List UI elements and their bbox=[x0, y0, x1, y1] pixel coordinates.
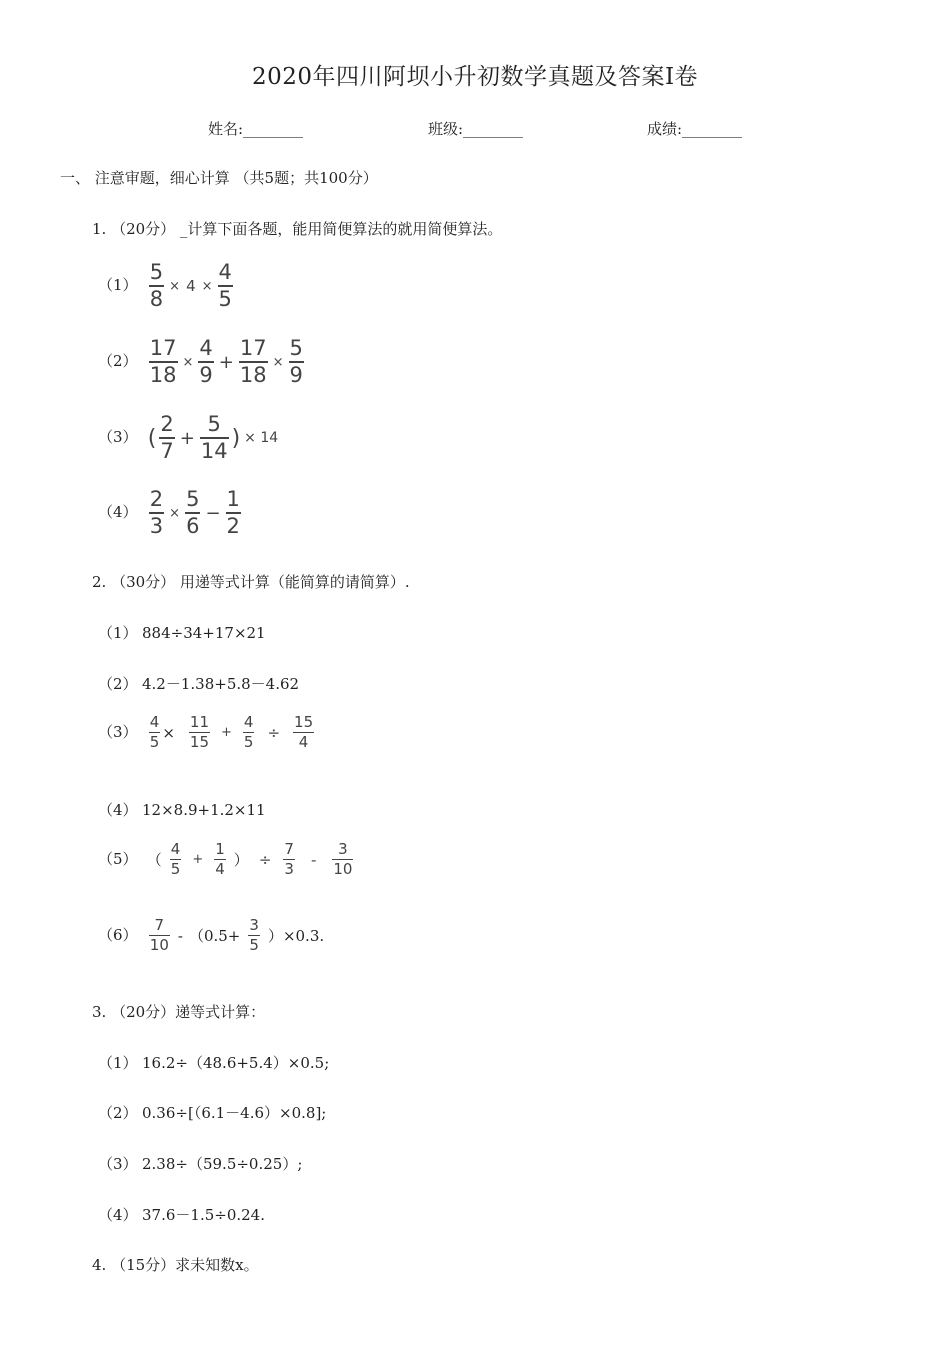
fraction: $\frac{4}{5}$ bbox=[170, 840, 181, 878]
fraction: $\frac{5}{9}$ bbox=[289, 336, 303, 387]
math-expression: $\frac{5}{8}$ × 4 × $\frac{4}{5}$ bbox=[149, 260, 232, 311]
item-expression: 4.2－1.38+5.8－4.62 bbox=[142, 675, 300, 693]
item-label: （4） bbox=[98, 503, 138, 521]
item-label: （4） bbox=[98, 801, 138, 819]
item-expression: 0.36÷[（6.1－4.6）×0.8]; bbox=[142, 1104, 327, 1122]
item-label: （3） bbox=[98, 428, 138, 446]
q1-item-4 bbox=[98, 489, 243, 537]
question-4-heading: 4. （15分）求未知数x。 bbox=[92, 1256, 259, 1274]
fraction: $\frac{2}{7}$ bbox=[160, 412, 174, 463]
item-label: （4） bbox=[98, 1206, 138, 1224]
question-3-heading: 3. （20分）递等式计算： bbox=[92, 1003, 266, 1021]
item-label: （5） bbox=[98, 849, 138, 868]
item-label: （6） bbox=[98, 925, 138, 944]
fraction: $\frac{3}{10}$ bbox=[333, 840, 353, 878]
item-label: （1） bbox=[98, 276, 138, 294]
item-label: （2） bbox=[98, 675, 138, 693]
fraction: $\frac{17}{18}$ bbox=[239, 336, 267, 387]
item-label: （1） bbox=[98, 1054, 138, 1072]
item-expression: 16.2÷（48.6+5.4）×0.5; bbox=[142, 1054, 330, 1072]
fraction: $\frac{5}{14}$ bbox=[200, 412, 228, 463]
q2-item-1 bbox=[98, 622, 266, 643]
item-label: （3） bbox=[98, 1155, 138, 1173]
q1-item-3 bbox=[98, 414, 281, 462]
math-expression: $\frac{2}{3}$ × $\frac{5}{6}$ − $\frac{1}{2}$ bbox=[149, 487, 240, 538]
q1-item-2 bbox=[98, 338, 306, 386]
section-heading: 一、 注意审题，细心计算 （共5题；共100分） bbox=[60, 169, 378, 187]
fraction: $\frac{5}{8}$ bbox=[149, 260, 164, 311]
q3-item-1 bbox=[98, 1052, 329, 1073]
item-expression: 37.6－1.5÷0.24. bbox=[142, 1206, 265, 1224]
item-label: （1） bbox=[98, 624, 138, 642]
page-title: 2020年四川阿坝小升初数学真题及答案Ⅰ卷 bbox=[251, 64, 699, 90]
fraction: $\frac{7}{10}$ bbox=[149, 916, 169, 954]
q2-item-4 bbox=[98, 799, 266, 820]
q2-item-6 bbox=[98, 918, 324, 953]
fraction: $\frac{3}{5}$ bbox=[249, 916, 259, 954]
fraction: $\frac{11}{15}$ bbox=[189, 713, 209, 751]
math-expression: ( $\frac{2}{7}$ + $\frac{5}{14}$ ) × 14 bbox=[147, 412, 279, 463]
q2-item-2 bbox=[98, 673, 299, 694]
fraction: $\frac{17}{18}$ bbox=[149, 336, 177, 387]
math-expression: $\frac{7}{10}$ - （0.5+ $\frac{3}{5}$ ）×0.3. bbox=[149, 916, 325, 954]
item-expression: 2.38÷（59.5÷0.25）; bbox=[142, 1155, 303, 1173]
fraction: $\frac{1}{4}$ bbox=[215, 840, 225, 878]
question-2-heading: 2. （30分） 用递等式计算（能简算的请简算）. bbox=[92, 573, 410, 591]
score-field: 成绩:________ bbox=[647, 120, 743, 138]
q3-item-3 bbox=[98, 1153, 302, 1174]
math-expression: $\frac{4}{5}$ × $\frac{11}{15}$ + $\frac{4}{5}$ ÷ $\frac{15}{4}$ bbox=[149, 713, 314, 751]
item-expression: 12×8.9+1.2×11 bbox=[142, 801, 266, 819]
item-label: （2） bbox=[98, 1104, 138, 1122]
fraction: $\frac{2}{3}$ bbox=[149, 487, 164, 538]
fraction: $\frac{1}{2}$ bbox=[226, 487, 240, 538]
math-expression: （ $\frac{4}{5}$ + $\frac{1}{4}$ ） ÷ $\frac{7}{3}$ - $\frac{3}{10}$ bbox=[146, 840, 353, 878]
q3-item-4 bbox=[98, 1204, 265, 1225]
q1-item-1 bbox=[98, 262, 235, 310]
class-field: 班级:________ bbox=[428, 120, 524, 138]
item-label: （2） bbox=[98, 352, 138, 370]
q2-item-3 bbox=[98, 715, 316, 750]
student-name-field: 姓名:________ bbox=[208, 120, 304, 138]
item-label: （3） bbox=[98, 722, 138, 741]
fraction: $\frac{7}{3}$ bbox=[284, 840, 294, 878]
math-expression: $\frac{17}{18}$ × $\frac{4}{9}$ + $\frac{17}{18}$ × $\frac{5}{9}$ bbox=[149, 336, 303, 387]
fraction: $\frac{4}{5}$ bbox=[149, 713, 160, 751]
q3-item-2 bbox=[98, 1102, 326, 1123]
fraction: $\frac{4}{5}$ bbox=[243, 713, 254, 751]
question-1-heading: 1. （20分） _计算下面各题，能用简便算法的就用简便算法。 bbox=[92, 220, 503, 238]
fraction: $\frac{15}{4}$ bbox=[294, 713, 314, 751]
q2-item-5 bbox=[98, 842, 355, 877]
fraction: $\frac{4}{5}$ bbox=[218, 260, 232, 311]
fraction: $\frac{5}{6}$ bbox=[186, 487, 200, 538]
fraction: $\frac{4}{9}$ bbox=[199, 336, 213, 387]
item-expression: 884÷34+17×21 bbox=[142, 624, 266, 642]
